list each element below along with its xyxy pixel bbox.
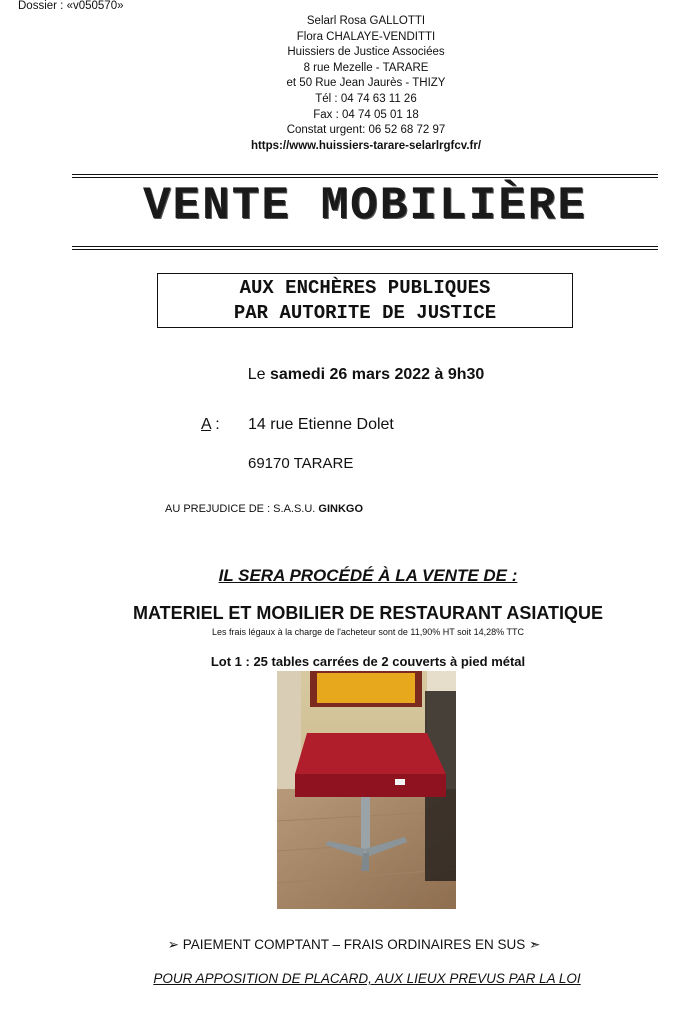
office-line: Constat urgent: 06 52 68 72 97 xyxy=(286,124,446,137)
date-value: samedi 26 mars 2022 à 9h30 xyxy=(269,366,485,383)
table-photo-illustration xyxy=(277,671,456,909)
title-rule-bottom xyxy=(72,249,658,250)
office-line: Huissiers de Justice Associées xyxy=(287,46,445,59)
sale-date xyxy=(0,366,692,384)
title-rule-top xyxy=(72,174,658,175)
address-street: 14 rue Etienne Dolet xyxy=(248,416,394,433)
office-line: Tél : 04 74 63 11 26 xyxy=(315,92,417,105)
address-label-separator: : xyxy=(210,416,220,433)
lot-1-description: Lot 1 : 25 tables carrées de 2 couverts à pied métal xyxy=(210,654,526,669)
date-prefix: Le xyxy=(247,366,270,383)
address-label-letter: A xyxy=(201,416,211,433)
auction-line-2: PAR AUTORITE DE JUSTICE xyxy=(233,302,497,324)
payment-terms: ➢ PAIEMENT COMPTANT – FRAIS ORDINAIRES EN SUS ➣ xyxy=(167,937,541,952)
sale-heading: IL SERA PROCÉDÉ À LA VENTE DE : xyxy=(218,566,518,585)
title-rule-bottom-inner xyxy=(72,246,658,247)
prejudice-company: GINKGO xyxy=(318,503,364,515)
office-line: 8 rue Mezelle - TARARE xyxy=(303,61,429,74)
office-line: Selarl Rosa GALLOTTI xyxy=(306,15,426,27)
auction-line-1: AUX ENCHÈRES PUBLIQUES xyxy=(239,277,491,299)
auction-type-box xyxy=(157,273,573,328)
main-title: VENTE MOBILIÈRE xyxy=(142,180,588,232)
address-label xyxy=(201,416,220,434)
office-line: et 50 Rue Jean Jaurès - THIZY xyxy=(286,77,446,90)
website-link[interactable]: https://www.huissiers-tarare-selarlrgfcv.fr/ xyxy=(250,139,482,152)
prejudice-label: AU PREJUDICE DE : S.A.S.U. xyxy=(165,503,319,515)
office-line: Fax : 04 74 05 01 18 xyxy=(313,108,419,121)
office-line: Flora CHALAYE-VENDITTI xyxy=(296,30,436,43)
title-rule-top-inner xyxy=(72,177,658,178)
lot-1-photo xyxy=(277,671,456,909)
bailiff-office-block xyxy=(160,14,572,154)
prejudice-line xyxy=(165,503,363,515)
fees-note: Les frais légaux à la charge de l'acheteur sont de 11,90% HT soit 14,28% TTC xyxy=(212,627,524,637)
address-city: 69170 TARARE xyxy=(248,455,354,472)
placard-notice: POUR APPOSITION DE PLACARD, AUX LIEUX PREVUS PAR LA LOI xyxy=(153,971,581,986)
dossier-reference: Dossier : «v050570» xyxy=(18,0,124,12)
sale-subject: MATERIEL ET MOBILIER DE RESTAURANT ASIATIQUE xyxy=(132,603,603,623)
